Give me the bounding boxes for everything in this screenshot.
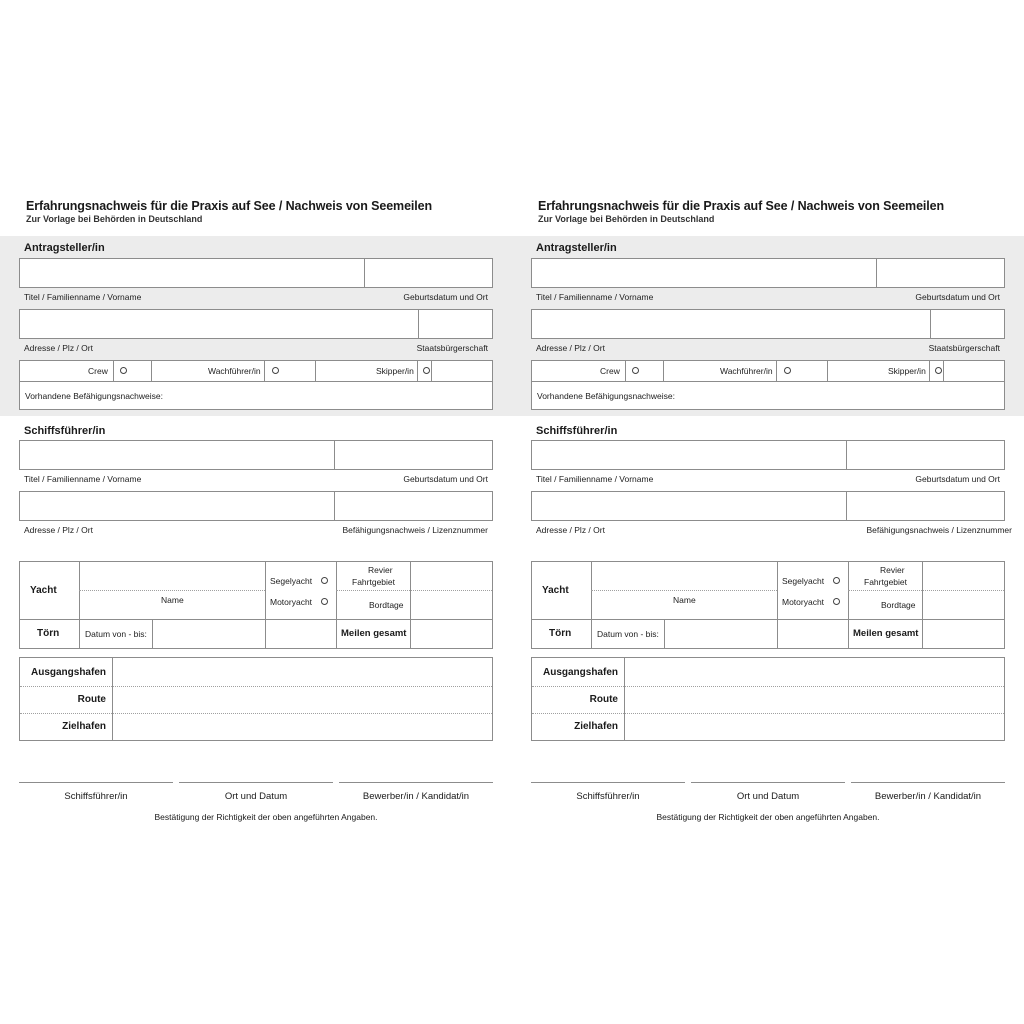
confirmation-text: Bestätigung der Richtigkeit der oben angeführten Angaben.: [656, 812, 880, 822]
motor-yacht-label: Motoryacht: [270, 597, 313, 607]
form-title: Erfahrungsnachweis für die Praxis auf See / Nachweis von Seemeilen: [538, 199, 945, 213]
trip-label: Törn: [549, 628, 572, 639]
applicant-heading: Antragsteller/in: [536, 242, 617, 254]
trip-label: Törn: [37, 628, 60, 639]
days-field[interactable]: [923, 591, 1004, 619]
role-watch-radio[interactable]: [784, 367, 791, 374]
yacht-label: Yacht: [30, 585, 57, 596]
yacht-name-label: Name: [673, 595, 696, 605]
skipper-address-row: [531, 491, 1005, 521]
skipper-signature-label: Schiffsführer/in: [64, 791, 128, 802]
applicant-name-row: [531, 258, 1005, 288]
role-watch-label: Wachführer/in: [720, 366, 773, 376]
skipper-name-row: [19, 440, 493, 470]
applicant-signature-label: Bewerber/in / Kandidat/in: [874, 791, 982, 802]
yacht-name-label: Name: [161, 595, 184, 605]
sail-yacht-label: Segelyacht: [782, 576, 825, 586]
departure-label: Ausgangshafen: [542, 667, 618, 678]
qualifications-label: Vorhandene Befähigungsnachweise:: [537, 391, 675, 401]
applicant-address-label: Adresse / Plz / Ort: [536, 343, 605, 353]
yacht-label: Yacht: [542, 585, 569, 596]
applicant-heading: Antragsteller/in: [24, 242, 105, 254]
applicant-birth-label: Geburtsdatum und Ort: [403, 292, 488, 302]
skipper-address-row: [19, 491, 493, 521]
trip-date-field[interactable]: [153, 620, 336, 648]
destination-field[interactable]: [113, 714, 492, 740]
skipper-signature-line[interactable]: [19, 782, 173, 783]
sail-yacht-radio[interactable]: [833, 577, 840, 584]
applicant-name-row: [19, 258, 493, 288]
route-field[interactable]: [625, 687, 1004, 713]
applicant-signature-label: Bewerber/in / Kandidat/in: [362, 791, 470, 802]
form-title: Erfahrungsnachweis für die Praxis auf See / Nachweis von Seemeilen: [26, 199, 433, 213]
role-crew-label: Crew: [88, 366, 108, 376]
applicant-signature-line[interactable]: [851, 782, 1005, 783]
miles-field[interactable]: [411, 620, 492, 648]
applicant-address-row: [19, 309, 493, 339]
place-date-line[interactable]: [179, 782, 333, 783]
motor-yacht-radio[interactable]: [321, 598, 328, 605]
skipper-birth-field[interactable]: [846, 441, 1005, 469]
applicant-birth-label: Geburtsdatum und Ort: [915, 292, 1000, 302]
role-skipper-label: Skipper/in: [376, 366, 414, 376]
place-date-line[interactable]: [691, 782, 845, 783]
skipper-birth-label: Geburtsdatum und Ort: [915, 474, 1000, 484]
applicant-signature-line[interactable]: [339, 782, 493, 783]
role-skipper-label: Skipper/in: [888, 366, 926, 376]
skipper-address-field[interactable]: [20, 492, 334, 520]
applicant-address-field[interactable]: [532, 310, 930, 338]
skipper-signature-line[interactable]: [531, 782, 685, 783]
skipper-name-field[interactable]: [532, 441, 846, 469]
skipper-heading: Schiffsführer/in: [24, 425, 106, 437]
miles-label: Meilen gesamt: [341, 628, 407, 639]
motor-yacht-label: Motoryacht: [782, 597, 825, 607]
skipper-signature-label: Schiffsführer/in: [576, 791, 640, 802]
miles-field[interactable]: [923, 620, 1004, 648]
route-label: Route: [77, 694, 106, 705]
area-label-1: Revier: [368, 565, 393, 575]
role-skipper-radio[interactable]: [423, 367, 430, 374]
role-watch-radio[interactable]: [272, 367, 279, 374]
skipper-name-label: Titel / Familienname / Vorname: [536, 474, 654, 484]
trip-date-label: Datum von - bis:: [597, 629, 659, 639]
route-field[interactable]: [113, 687, 492, 713]
area-label-1: Revier: [880, 565, 905, 575]
confirmation-text: Bestätigung der Richtigkeit der oben angeführten Angaben.: [154, 812, 378, 822]
form-subtitle: Zur Vorlage bei Behörden in Deutschland: [538, 214, 715, 224]
role-crew-radio[interactable]: [120, 367, 127, 374]
skipper-license-label: Befähigungsnachweis / Lizenznummer: [342, 525, 488, 535]
applicant-name-label: Titel / Familienname / Vorname: [24, 292, 142, 302]
applicant-name-label: Titel / Familienname / Vorname: [536, 292, 654, 302]
role-crew-radio[interactable]: [632, 367, 639, 374]
route-table: [531, 657, 1005, 741]
area-label-2: Fahrtgebiet: [864, 577, 907, 587]
applicant-birth-field[interactable]: [876, 259, 1005, 287]
applicant-birth-field[interactable]: [364, 259, 493, 287]
departure-field[interactable]: [113, 658, 492, 686]
role-skipper-radio[interactable]: [935, 367, 942, 374]
place-date-label: Ort und Datum: [736, 791, 800, 802]
applicant-role-box: [19, 360, 493, 410]
area-label-2: Fahrtgebiet: [352, 577, 395, 587]
route-label: Route: [589, 694, 618, 705]
role-crew-label: Crew: [600, 366, 620, 376]
route-table: [19, 657, 493, 741]
skipper-address-label: Adresse / Plz / Ort: [24, 525, 93, 535]
motor-yacht-radio[interactable]: [833, 598, 840, 605]
days-label: Bordtage: [881, 600, 916, 610]
sail-yacht-radio[interactable]: [321, 577, 328, 584]
skipper-name-label: Titel / Familienname / Vorname: [24, 474, 142, 484]
sail-yacht-label: Segelyacht: [270, 576, 313, 586]
skipper-heading: Schiffsführer/in: [536, 425, 618, 437]
destination-label: Zielhafen: [574, 721, 618, 732]
skipper-license-field[interactable]: [334, 492, 493, 520]
area-field[interactable]: [411, 562, 492, 590]
skipper-name-field[interactable]: [20, 441, 334, 469]
skipper-address-label: Adresse / Plz / Ort: [536, 525, 605, 535]
skipper-address-field[interactable]: [532, 492, 846, 520]
applicant-name-field[interactable]: [532, 259, 876, 287]
skipper-birth-field[interactable]: [334, 441, 493, 469]
skipper-name-row: [531, 440, 1005, 470]
departure-field[interactable]: [625, 658, 1004, 686]
applicant-address-field[interactable]: [20, 310, 418, 338]
days-field[interactable]: [411, 591, 492, 619]
yacht-table: [19, 561, 493, 649]
departure-label: Ausgangshafen: [30, 667, 106, 678]
trip-date-field[interactable]: [665, 620, 848, 648]
applicant-citizenship-label: Staatsbürgerschaft: [416, 343, 488, 353]
form-sheet-right: [512, 0, 1024, 1024]
applicant-citizenship-field[interactable]: [930, 310, 1005, 338]
destination-field[interactable]: [625, 714, 1004, 740]
form-subtitle: Zur Vorlage bei Behörden in Deutschland: [26, 214, 203, 224]
applicant-citizenship-field[interactable]: [418, 310, 493, 338]
yacht-name-field[interactable]: [592, 562, 777, 619]
place-date-label: Ort und Datum: [224, 791, 288, 802]
yacht-name-field[interactable]: [80, 562, 265, 619]
applicant-role-box: [531, 360, 1005, 410]
destination-label: Zielhafen: [62, 721, 106, 732]
applicant-address-row: [531, 309, 1005, 339]
skipper-birth-label: Geburtsdatum und Ort: [403, 474, 488, 484]
skipper-license-field[interactable]: [846, 492, 1005, 520]
applicant-citizenship-label: Staatsbürgerschaft: [928, 343, 1000, 353]
miles-label: Meilen gesamt: [853, 628, 919, 639]
area-field[interactable]: [923, 562, 1004, 590]
trip-date-label: Datum von - bis:: [85, 629, 147, 639]
days-label: Bordtage: [369, 600, 404, 610]
yacht-table: [531, 561, 1005, 649]
role-watch-label: Wachführer/in: [208, 366, 261, 376]
applicant-address-label: Adresse / Plz / Ort: [24, 343, 93, 353]
qualifications-label: Vorhandene Befähigungsnachweise:: [25, 391, 163, 401]
skipper-license-label: Befähigungsnachweis / Lizenznummer: [866, 525, 1012, 535]
applicant-name-field[interactable]: [20, 259, 364, 287]
